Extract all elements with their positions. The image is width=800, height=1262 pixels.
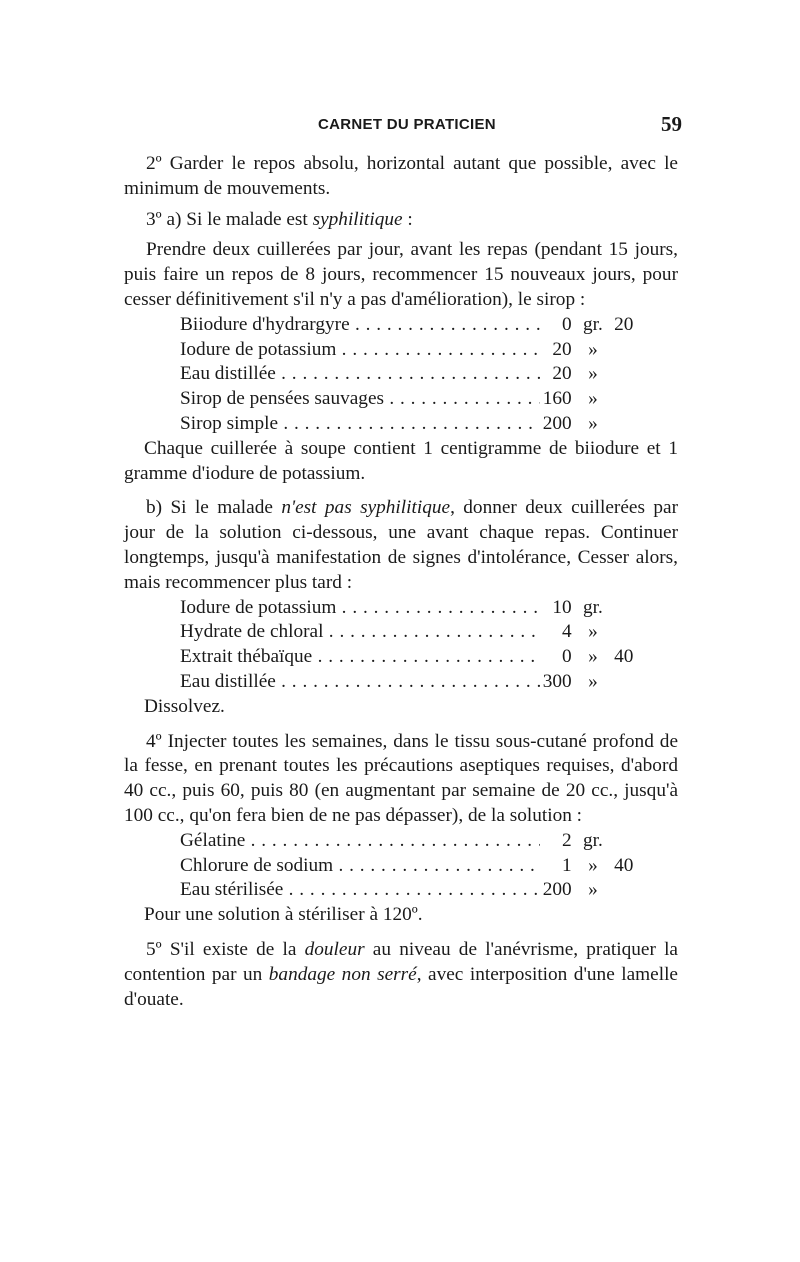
recipe-unit: » xyxy=(588,388,598,410)
recipe-quantity: 20 xyxy=(552,338,572,360)
text-run: b) Si le malade xyxy=(146,497,282,519)
recipe-unit: gr. xyxy=(582,596,603,618)
recipe-quantity: 10 xyxy=(552,596,572,618)
recipe-ingredient: Eau distillée . . . xyxy=(180,670,540,695)
paragraph-pain xyxy=(124,938,678,1012)
recipe-solution xyxy=(180,596,640,695)
recipe-unit: gr. xyxy=(582,313,603,335)
recipe-ingredient: Chlorure de sodium . . . xyxy=(180,854,540,879)
recipe-unit: gr. xyxy=(582,829,603,851)
paragraph-syphilitic-heading xyxy=(124,208,678,233)
recipe-ingredient: Extrait thébaïque . . . xyxy=(180,645,540,670)
recipe-fraction xyxy=(614,829,640,854)
recipe-fraction: 40 xyxy=(614,646,634,668)
recipe-ingredient: Sirop de pensées sauvages . . . xyxy=(180,387,540,412)
paragraph-dose-note: Chaque cuillerée à soupe contient 1 centigramme de biiodure et 1 gramme d'iodure de potassium. xyxy=(124,437,678,484)
recipe-row xyxy=(180,878,640,903)
paragraph-sterilize: Pour une solution à stériliser à 120º. xyxy=(144,904,423,926)
recipe-fraction xyxy=(614,620,640,645)
page-number: 59 xyxy=(661,112,682,136)
recipe-quantity: 4 xyxy=(562,621,572,643)
recipe-ingredient: Hydrate de chloral . . . xyxy=(180,620,540,645)
recipe-ingredient: Iodure de potassium . . . xyxy=(180,596,540,621)
recipe-unit: » xyxy=(588,363,598,385)
recipe-row xyxy=(180,313,640,338)
recipe-fraction: 40 xyxy=(614,854,634,876)
text-run: : xyxy=(402,208,413,230)
emphasis-douleur: douleur xyxy=(304,938,365,960)
paragraph-dosage: Prendre deux cuillerées par jour, avant les repas (pendant 15 jours, puis faire un repos de 8 jours, recommencer 15 nouveaux jours, pour cesser définitivement s'il n'y a pas d'amélioration), le sirop : xyxy=(124,239,678,310)
recipe-fraction xyxy=(614,387,640,412)
recipe-fraction xyxy=(614,412,640,437)
text-run: 5º S'il existe de la xyxy=(146,938,305,960)
recipe-ingredient: Eau distillée . . . xyxy=(180,362,540,387)
recipe-row xyxy=(180,362,640,387)
emphasis-syphilitique: syphilitique xyxy=(312,208,403,230)
recipe-quantity: 160 xyxy=(542,388,572,410)
recipe-quantity: 200 xyxy=(542,412,572,434)
emphasis-bandage: bandage non serré xyxy=(268,963,417,985)
recipe-ingredient: Iodure de potassium . . . xyxy=(180,338,540,363)
recipe-fraction xyxy=(614,878,640,903)
text-run: , donner deux cuillerées par jour de la solution ci-dessous, une avant chaque repas. Continuer longtemps, jusqu'à manifestation de signes d'intolérance, Cesser alors, mais recommencer plus tard : xyxy=(124,497,678,593)
page-body xyxy=(124,152,678,1012)
recipe-unit: » xyxy=(588,670,598,692)
recipe-row xyxy=(180,854,640,879)
recipe-row xyxy=(180,596,640,621)
recipe-row xyxy=(180,387,640,412)
recipe-unit: » xyxy=(588,646,598,668)
recipe-quantity: 200 xyxy=(542,879,572,901)
recipe-row xyxy=(180,829,640,854)
paragraph-non-syphilitic xyxy=(124,496,678,595)
paragraph-rest: 2º Garder le repos absolu, horizontal autant que possible, avec le minimum de mouvements. xyxy=(124,153,678,199)
recipe-unit: » xyxy=(588,621,598,643)
recipe-row xyxy=(180,338,640,363)
recipe-syrup xyxy=(180,313,640,437)
recipe-ingredient: Eau stérilisée . . . xyxy=(180,878,540,903)
recipe-row xyxy=(180,670,640,695)
recipe-quantity: 0 xyxy=(562,313,572,335)
recipe-quantity: 0 xyxy=(562,646,572,668)
recipe-quantity: 300 xyxy=(542,670,572,692)
recipe-quantity: 2 xyxy=(562,829,572,851)
recipe-injection xyxy=(180,829,640,903)
recipe-unit: » xyxy=(588,854,598,876)
paragraph-injection: 4º Injecter toutes les semaines, dans le tissu sous-cutané profond de la fesse, en prenant toutes les précautions aseptiques requises, d'abord 40 cc., puis 60, puis 80 (en augmentant par semaine de 20 cc., jusqu'à 100 cc., qu'on fera bien de ne pas dépasser), de la solution : xyxy=(124,730,678,826)
recipe-quantity: 1 xyxy=(562,854,572,876)
recipe-ingredient: Sirop simple . . . xyxy=(180,412,540,437)
recipe-fraction xyxy=(614,362,640,387)
running-title: CARNET DU PRATICIEN xyxy=(318,116,496,133)
recipe-fraction xyxy=(614,670,640,695)
recipe-unit: » xyxy=(588,879,598,901)
emphasis-non-syphilitique: n'est pas syphilitique xyxy=(281,497,451,519)
recipe-row xyxy=(180,645,640,670)
recipe-ingredient: Gélatine . . . xyxy=(180,829,540,854)
recipe-row xyxy=(180,412,640,437)
recipe-unit: » xyxy=(588,412,598,434)
recipe-unit: » xyxy=(588,338,598,360)
recipe-fraction xyxy=(614,338,640,363)
recipe-fraction xyxy=(614,596,640,621)
text-run: , avec interposition d'une lamelle d'ouate. xyxy=(124,963,678,1010)
page-header xyxy=(124,112,682,140)
recipe-ingredient: Biiodure d'hydrargyre . . . xyxy=(180,313,540,338)
recipe-fraction: 20 xyxy=(614,313,634,335)
recipe-row xyxy=(180,620,640,645)
paragraph-dissolve: Dissolvez. xyxy=(144,695,225,717)
text-run: 3º a) Si le malade est xyxy=(146,208,313,230)
text-run: au niveau de l'anévrisme, pratiquer la contention par un xyxy=(124,938,678,985)
recipe-quantity: 20 xyxy=(552,363,572,385)
